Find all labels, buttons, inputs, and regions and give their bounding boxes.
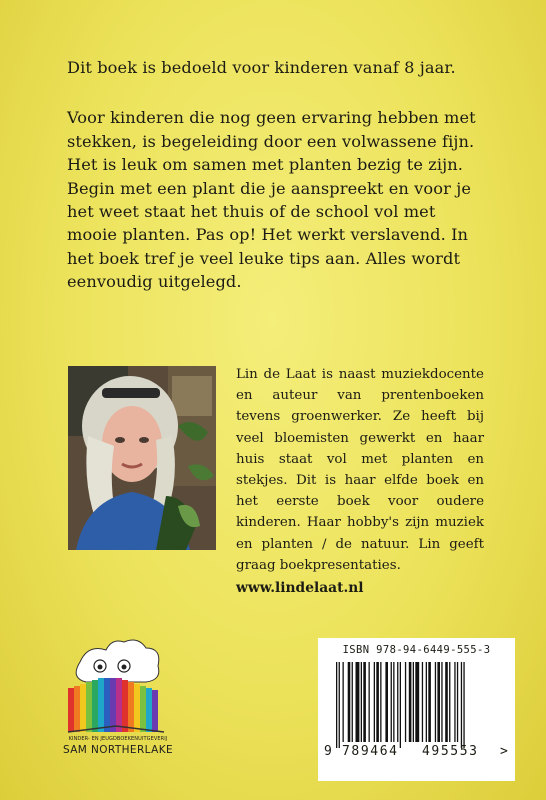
barcode-bar [454, 662, 455, 742]
barcode-bar [461, 662, 462, 748]
intro-text [67, 56, 485, 321]
age-line: Dit boek is bedoeld voor kinderen vanaf 8 jaar. [67, 58, 456, 77]
publisher-tagline: KINDER- EN JEUGDBOEKENUITGEVERIJ [68, 736, 168, 742]
barcode-bar [428, 662, 431, 742]
barcode-bar [348, 662, 351, 742]
barcode-bar [363, 662, 366, 742]
barcode-bar [422, 662, 423, 742]
barcode-first-digit: 9 [324, 744, 332, 759]
barcode-bar [449, 662, 450, 742]
barcode [318, 638, 515, 781]
barcode-bar [336, 662, 337, 748]
barcode-bar [391, 662, 392, 742]
barcode-bar [385, 662, 388, 742]
barcode-bar [405, 662, 406, 742]
barcode-bar [361, 662, 362, 742]
barcode-bar [376, 662, 379, 742]
publisher-logo-book-icon [68, 640, 164, 732]
barcode-bar [343, 662, 344, 742]
barcode-bar [339, 662, 340, 748]
barcode-bar [426, 662, 427, 742]
barcode-bar [435, 662, 436, 742]
publisher-logo [62, 636, 172, 781]
barcode-bar [393, 662, 394, 742]
barcode-bar [397, 662, 398, 742]
barcode-bar [374, 662, 375, 742]
barcode-bar [409, 662, 412, 742]
barcode-bar [369, 662, 370, 742]
isbn-label: ISBN 978-94-6449-555-3 [342, 644, 491, 656]
website-link[interactable]: www.lindelaat.nl [236, 580, 364, 596]
barcode-bar [441, 662, 442, 742]
barcode-bar [352, 662, 353, 742]
author-photo [68, 366, 216, 550]
barcode-bar [413, 662, 414, 742]
publisher-name-block [62, 736, 174, 756]
barcode-bar [415, 662, 419, 742]
barcode-bar [400, 662, 401, 748]
barcode-right-group: 495553 [422, 744, 479, 759]
barcode-bar [457, 662, 458, 742]
publisher-name: SAM NORTHERLAKE [62, 744, 174, 756]
author-bio-text: Lin de Laat is naast muziekdocente en auteur van prentenboeken tevens groenwerker. Ze heeft bij veel bloemisten gewerkt en haar huis staat vol met planten en stekjes. Dit is haar elfde boek en het eerste boek voor oudere kinderen. Haar hobby's zijn muziek en planten / de natuur. Lin geeft graag boekpresentaties. [236, 367, 484, 573]
barcode-bars [336, 662, 506, 748]
barcode-end-mark: > [500, 744, 508, 759]
barcode-bar [356, 662, 360, 742]
barcode-bar [463, 662, 464, 748]
author-bio [236, 364, 484, 576]
barcode-bar [437, 662, 440, 742]
barcode-bar [380, 662, 381, 742]
intro-body: Voor kinderen die nog geen ervaring hebben met stekken, is begeleiding door een volwassene fijn. Het is leuk om samen met planten bezig te zijn. Begin met een plant die je aanspreekt en voor je het weet staat het thuis of de school vol met mooie planten. Pas op! Het werkt verslavend. In het boek tref je veel leuke tips aan. Alles wordt eenvoudig uitgelegd. [67, 108, 476, 292]
barcode-bar [445, 662, 448, 742]
barcode-left-group: 789464 [342, 744, 399, 759]
